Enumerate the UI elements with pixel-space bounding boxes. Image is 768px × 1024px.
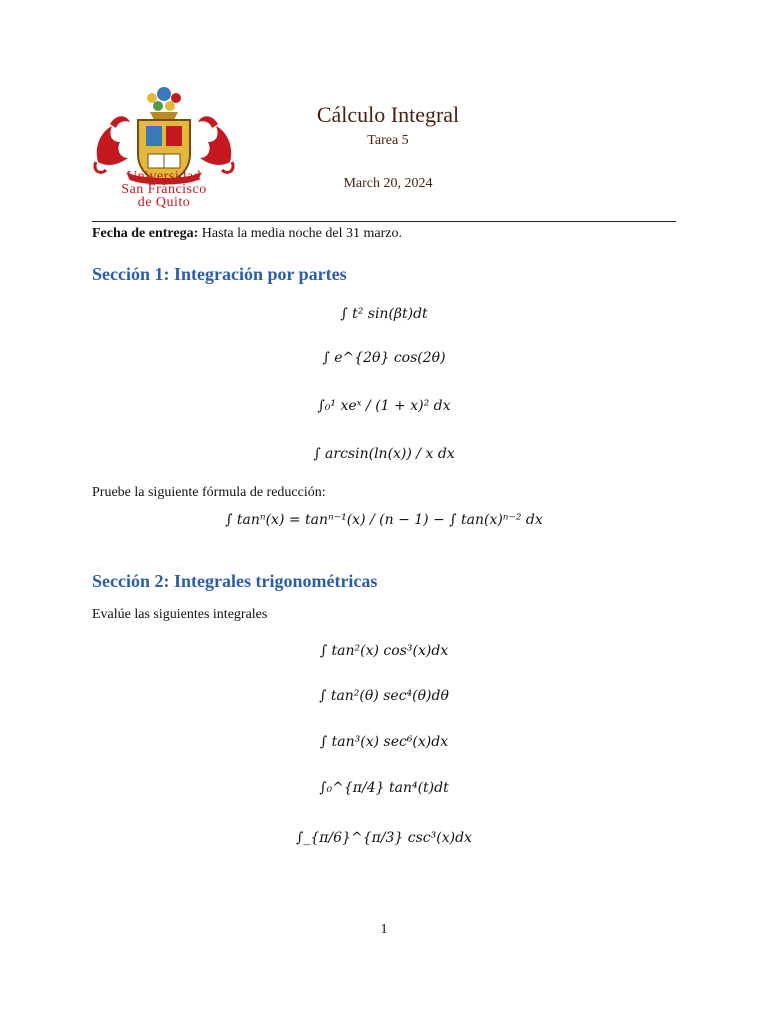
equation-6: ∫ tan²(θ) sec⁴(θ)dθ xyxy=(319,688,449,704)
document-subtitle: Tarea 5 xyxy=(367,133,409,148)
section-1-heading: Sección 1: Integración por partes xyxy=(92,264,347,284)
equation-4: ∫ arcsin(ln(x)) / x dx xyxy=(313,446,455,462)
page-number: 1 xyxy=(380,922,388,937)
section-2-heading: Sección 2: Integrales trigonométricas xyxy=(92,571,378,591)
equation-1: ∫ t² sin(βt)dt xyxy=(340,306,428,322)
section-2-prompt: Evalúe las siguientes integrales xyxy=(92,607,268,622)
logo-text-line-1: Universidad xyxy=(127,169,201,184)
due-date-line xyxy=(92,226,402,242)
header-divider xyxy=(92,221,676,222)
reduction-formula: ∫ tanⁿ(x) = tanⁿ⁻¹(x) / (n − 1) − ∫ tan(x)ⁿ⁻² dx xyxy=(225,512,543,528)
reduction-prompt: Pruebe la siguiente fórmula de reducción: xyxy=(92,485,326,500)
equation-7: ∫ tan³(x) sec⁶(x)dx xyxy=(319,734,449,750)
logo-text-line-3: de Quito xyxy=(137,195,191,210)
document-title: Cálculo Integral xyxy=(316,102,460,127)
logo-text-line-2: San Francisco xyxy=(121,182,207,197)
equation-8: ∫₀^{π/4} tan⁴(t)dt xyxy=(319,780,449,796)
equation-3: ∫₀¹ xeˣ / (1 + x)² dx xyxy=(317,398,451,414)
equation-5: ∫ tan²(x) cos³(x)dx xyxy=(319,643,449,659)
due-date-label: Fecha de entrega: xyxy=(92,226,199,241)
document-date: March 20, 2024 xyxy=(343,176,433,191)
equation-2: ∫ e^{2θ} cos(2θ) xyxy=(322,350,446,366)
due-date-text: Hasta la media noche del 31 marzo. xyxy=(201,226,402,241)
equation-9: ∫_{π/6}^{π/3} csc³(x)dx xyxy=(296,830,472,846)
